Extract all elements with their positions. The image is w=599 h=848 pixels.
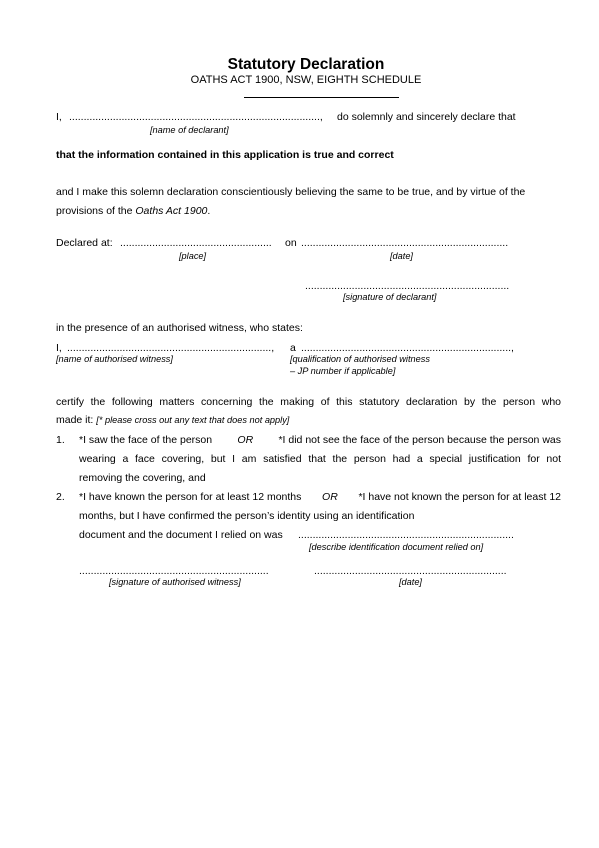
declarant-signature-field[interactable]: ...................................................................... [305,280,510,292]
page-title: Statutory Declaration [227,56,385,73]
item-1-or: OR [237,434,254,446]
item-2-option-b: *I have not known the person for at least 12 [358,491,561,503]
identification-document-field[interactable]: .......................................................................... [298,529,514,541]
date-caption: [date] [390,251,413,261]
witness-signature-field[interactable]: ................................................................. [79,565,269,577]
belief-line-2-suffix: . [207,205,211,217]
declared-date-field[interactable]: ....................................................................... [301,237,509,249]
belief-text-line-1: and I make this solemn declaration conscientiously believing the same to be true, and by virtue of the [56,186,526,198]
witness-name-caption: [name of authorised witness] [56,354,173,364]
item-1-line-3: removing the covering, and [79,472,206,484]
item-1-option-a: *I saw the face of the person [79,434,213,446]
item-1-line-2: wearing a face covering, but I am satisfied that the person had a special justification for not [79,453,561,465]
declared-at-label: Declared at: [56,237,113,249]
witness-name-field[interactable]: ......................................................................, [67,342,275,354]
certify-line-1: certify the following matters concerning the making of this statutory declaration by the person who [56,396,561,408]
item-2-option-a: *I have known the person for at least 12 months [79,491,302,503]
witness-date-field[interactable]: .................................................................. [314,565,507,577]
oaths-act-reference: Oaths Act 1900 [135,205,208,217]
identification-document-caption: [describe identification document relied on] [309,542,484,552]
belief-line-2-prefix: provisions of the [56,205,133,217]
declared-place-field[interactable]: .................................................... [120,237,272,249]
declarant-signature-caption: [signature of declarant] [343,292,437,302]
witness-qualification-caption-1: [qualification of authorised witness [290,354,430,364]
title-divider [244,97,399,98]
witness-a-label: a [290,342,296,354]
item-1-line-1 [79,434,561,446]
certify-line-2 [56,414,289,426]
page-subtitle: OATHS ACT 1900, NSW, EIGHTH SCHEDULE [190,74,422,86]
witness-qualification-field[interactable]: ........................................................................, [301,342,514,354]
declared-on-label: on [285,237,297,249]
declarant-suffix: do solemnly and sincerely declare that [337,111,516,123]
item-2-or: OR [322,491,338,503]
certify-line-2-prefix: made it: [56,414,94,426]
item-2-line-2: months, but I have confirmed the person’s identity using an identification [79,510,415,522]
witness-signature-caption: [signature of authorised witness] [109,577,241,587]
item-2-number: 2. [56,491,65,503]
belief-text-line-2 [56,205,210,217]
declaration-statement: that the information contained in this application is true and correct [56,149,394,161]
declarant-name-caption: [name of declarant] [150,125,229,135]
item-1-option-b: *I did not see the face of the person because the person was [278,434,561,446]
declarant-prefix: I, [56,111,62,123]
witness-prefix: I, [56,342,62,354]
item-2-line-1 [79,491,561,503]
certify-note: [* please cross out any text that does not apply] [96,415,290,425]
witness-intro: in the presence of an authorised witness, who states: [56,322,303,334]
witness-qualification-caption-2: – JP number if applicable] [290,366,396,376]
place-caption: [place] [179,251,207,261]
witness-date-caption: [date] [399,577,422,587]
item-1-number: 1. [56,434,65,446]
item-2-line-3-prefix: document and the document I relied on was [79,529,283,541]
declarant-name-field[interactable]: ......................................................................................, [69,111,323,123]
